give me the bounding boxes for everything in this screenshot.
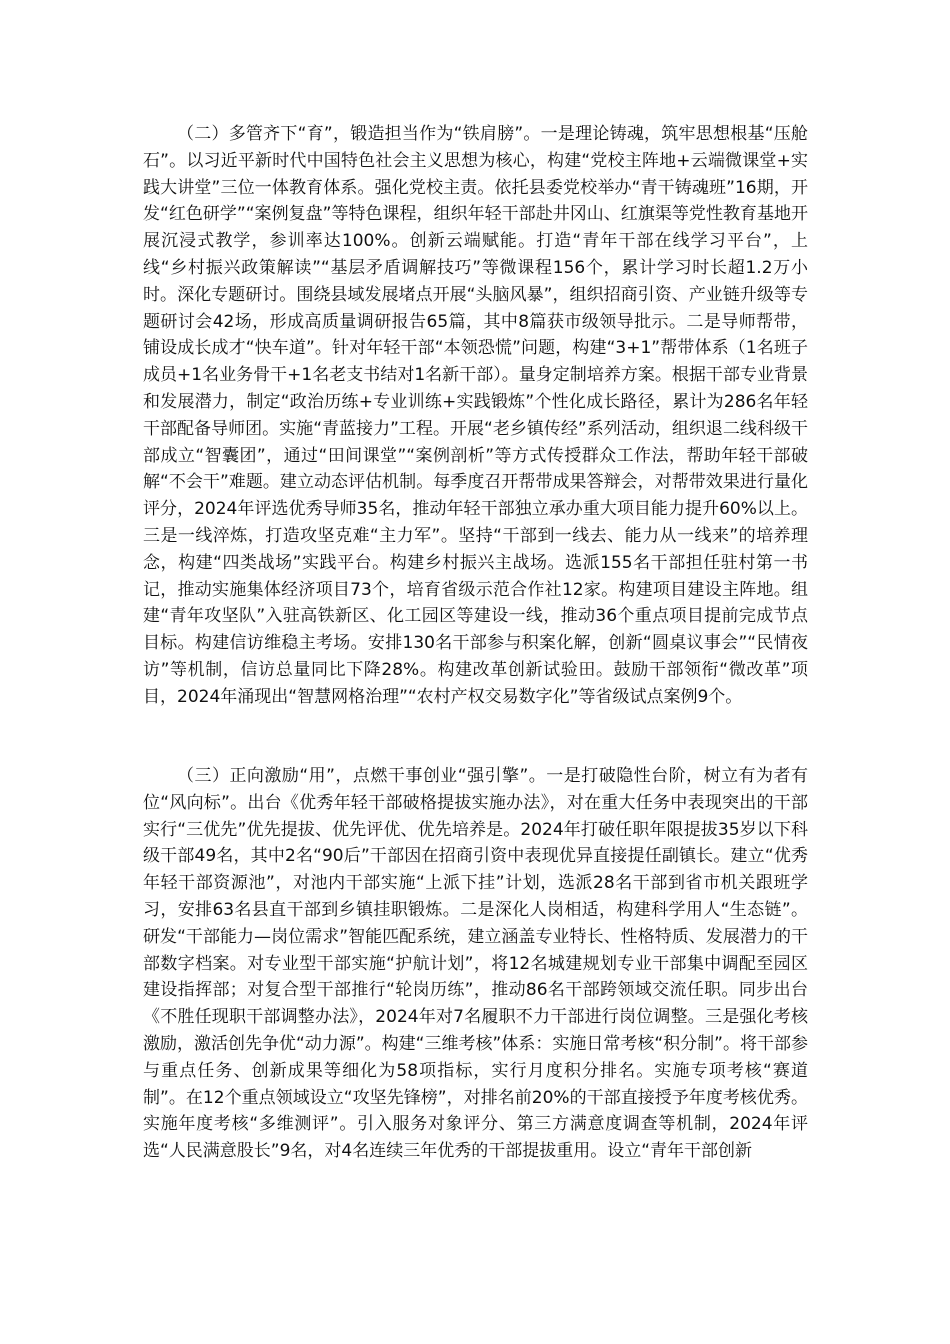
paragraph-section-2: （二）多管齐下“育”，锻造担当作为“铁肩膀”。一是理论铸魂，筑牢思想根基“压舱石”。以习近平新时代中国特色社会主义思想为核心，构建“党校主阵地+云端微课堂+实践大讲堂”三位一体教育体系。强化党校主责。依托县委党校举办“青干铸魂班”16期，开发“红色研学”“案例复盘”等特色课程，组织年轻干部赴井冈山、红旗渠等党性教育基地开展沉浸式教学，参训率达100%。创新云端赋能。打造“青年干部在线学习平台”，上线“乡村振兴政策解读”“基层矛盾调解技巧”等微课程156个，累计学习时长超1.2万小时。深化专题研讨。围绕县域发展堵点开展“头脑风暴”，组织招商引资、产业链升级等专题研讨会42场，形成高质量调研报告65篇，其中8篇获市级领导批示。二是导师帮带，铺设成长成才“快车道”。针对年轻干部“本领恐慌”问题，构建“3+1”帮带体系（1名班子成员+1名业务骨干+1名老支书结对1名新干部）。量身定制培养方案。根据干部专业背景和发展潜力，制定“政治历练+专业训练+实践锻炼”个性化成长路径，累计为286名年轻干部配备导师团。实施“青蓝接力”工程。开展“老乡镇传经”系列活动，组织退二线科级干部成立“智囊团”，通过“田间课堂”“案例剖析”等方式传授群众工作法，帮助年轻干部破解“不会干”难题。建立动态评估机制。每季度召开帮带成果答辩会，对帮带效果进行量化评分，2024年评选优秀导师35名，推动年轻干部独立承办重大项目能力提升60%以上。三是一线淬炼，打造攻坚克难“主力军”。坚持“干部到一线去、能力从一线来”的培养理念，构建“四类战场”实践平台。构建乡村振兴主战场。选派155名干部担任驻村第一书记，推动实施集体经济项目73个，培育省级示范合作社12家。构建项目建设主阵地。组建“青年攻坚队”入驻高铁新区、化工园区等建设一线，推动36个重点项目提前完成节点目标。构建信访维稳主考场。安排130名干部参与积案化解，创新“圆桌议事会”“民情夜访”等机制，信访总量同比下降28%。构建改革创新试验田。鼓励干部领衔“微改革”项目，2024年涌现出“智慧网格治理”“农村产权交易数字化”等省级试点案例9个。 <box>143 124 808 707</box>
paragraph-section-3: （三）正向激励“用”，点燃干事创业“强引擎”。一是打破隐性台阶，树立有为者有位“风向标”。出台《优秀年轻干部破格提拔实施办法》，对在重大任务中表现突出的干部实行“三优先”优先提拔、优先评优、优先培养是。2024年打破任职年限提拔35岁以下科级干部49名，其中2名“90后”干部因在招商引资中表现优异直接提任副镇长。建立“优秀年轻干部资源池”，对池内干部实施“上派下挂”计划，选派28名干部到省市机关跟班学习，安排63名县直干部到乡镇挂职锻炼。二是深化人岗相适，构建科学用人“生态链”。研发“干部能力—岗位需求”智能匹配系统，建立涵盖专业特长、性格特质、发展潜力的干部数字档案。对专业型干部实施“护航计划”，将12名城建规划专业干部集中调配至园区建设指挥部；对复合型干部推行“轮岗历练”，推动86名干部跨领域交流任职。同步出台《不胜任现职干部调整办法》，2024年对7名履职不力干部进行岗位调整。三是强化考核激励，激活创先争优“动力源”。构建“三维考核”体系：实施日常考核“积分制”。将干部参与重点任务、创新成果等细化为58项指标，实行月度积分排名。实施专项考核“赛道制”。在12个重点领域设立“攻坚先锋榜”，对排名前20%的干部直接授予年度考核优秀。实施年度考核“多维测评”。引入服务对象评分、第三方满意度调查等机制，2024年评选“人民满意股长”9名，对4名连续三年优秀的干部提拔重用。设立“青年干部创新 <box>143 766 808 1162</box>
